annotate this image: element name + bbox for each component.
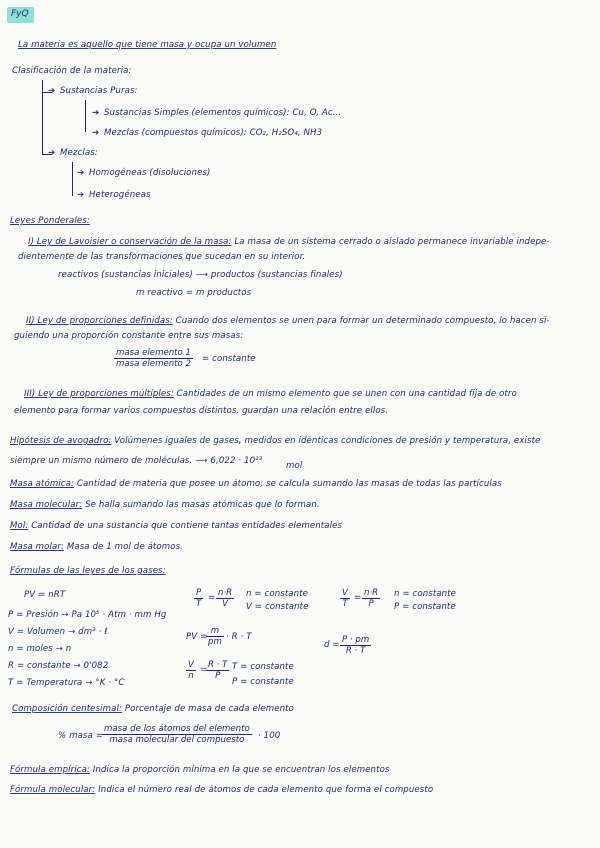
law3-label: III) Ley de proporciones múltiples: xyxy=(24,389,174,399)
gas-f3-rhs: · R · T xyxy=(226,632,252,642)
gas-f1-c2: V = constante xyxy=(246,602,309,612)
composicion-num: masa de los átomos del elemento xyxy=(104,724,250,734)
law1-equation: reactivos (sustancias iniciales) ⟶ productos (sustancias finales) xyxy=(58,270,343,280)
homogeneous: Homogéneas (disoluciones) xyxy=(89,168,211,178)
avogadro-unit: mol xyxy=(286,461,303,471)
composicion-rhs: · 100 xyxy=(258,731,281,741)
mol-label: Mol: xyxy=(10,521,29,531)
leyes-title: Leyes Ponderales: xyxy=(10,216,90,226)
law2-text-a: Cuando dos elementos se unen para formar un determinado compuesto, lo hacen si- xyxy=(175,316,550,326)
masa-molecular-text: Se halla sumando las masas atómicas que lo forman. xyxy=(85,500,320,510)
gas-f5-rhs xyxy=(206,660,229,681)
gas-f2-rhs-num: n·R xyxy=(364,588,379,598)
avogadro-label: Hipótesis de avogadro: xyxy=(10,436,112,446)
composicion-text: Porcentaje de masa de cada elemento xyxy=(124,704,294,714)
arrow-icon: ➔ xyxy=(77,168,85,178)
gas-f3-lhs: PV = xyxy=(186,632,208,642)
gas-f2-lhs xyxy=(340,588,350,609)
gas-f5-den: n xyxy=(188,671,194,681)
law2-numerator: masa elemento 1 xyxy=(116,348,192,358)
law1-text-a: La masa de un sistema cerrado o aislado permanece invariable indepe- xyxy=(234,237,550,247)
gas-f4-num: P · pm xyxy=(342,635,370,645)
gas-t-def: T = Temperatura → °K · °C xyxy=(8,678,125,688)
gas-f1-rhs-num: n·R xyxy=(218,588,233,598)
gas-f2-c2: P = constante xyxy=(394,602,456,612)
law2-denominator: masa elemento 2 xyxy=(116,359,192,369)
gas-f5-lhs xyxy=(186,660,196,681)
law1-mass-productos: = m productos xyxy=(185,288,252,298)
molecular-text: Indica el número real de átomos de cada elemento que forma el compuesto xyxy=(98,785,434,795)
gas-f5-rhs-num: R · T xyxy=(208,660,228,670)
equals-sign: = xyxy=(354,593,362,603)
gas-f1-den: T xyxy=(196,599,202,609)
page-tag-label: FyQ xyxy=(11,9,29,19)
masa-molar-label: Masa molar: xyxy=(10,542,64,552)
gas-f2-c1: n = constante xyxy=(394,589,457,599)
law3-text-b: elemento para formar varios compuestos distintos, guardan una relación entre ellos. xyxy=(14,406,389,416)
tree-line-pure xyxy=(85,100,86,132)
gas-f1-lhs xyxy=(194,588,203,609)
gas-f2-rhs xyxy=(362,588,380,609)
gas-f2-rhs-den: P xyxy=(368,599,374,609)
gas-f5-c1: T = constante xyxy=(232,662,294,672)
molecular-label: Fórmula molecular: xyxy=(10,785,96,795)
gas-v-def: V = Volumen → dm³ · ℓ xyxy=(8,627,108,637)
arrow-icon: ➔ xyxy=(48,86,56,96)
masa-atomica-label: Masa atómica: xyxy=(10,479,74,489)
empirica-text: Indica la proporción mínima en la que se encuentran los elementos xyxy=(92,765,390,775)
law3-text-a: Cantidades de un mismo elemento que se unen con una cantidad fija de otro xyxy=(176,389,517,399)
equals-sign: = xyxy=(208,593,216,603)
masa-molar-text: Masa de 1 mol de átomos. xyxy=(66,542,183,552)
gas-f1-num: P xyxy=(194,588,203,599)
gas-pv-formula: PV = nRT xyxy=(24,590,66,600)
gas-f4-den: R · T xyxy=(345,646,366,656)
law2-text-b: guiendo una proporción constante entre sus masas: xyxy=(14,331,244,341)
gas-f5-rhs-den: P xyxy=(215,671,221,681)
composicion-den: masa molecular del compuesto xyxy=(109,735,245,745)
law2-rhs: = constante xyxy=(202,354,256,364)
gases-title: Fórmulas de las leyes de los gases: xyxy=(10,566,166,576)
mixtures: Mezclas: xyxy=(60,148,98,158)
composicion-label: Composición centesimal: xyxy=(12,704,122,714)
arrow-icon: ➔ xyxy=(92,128,100,138)
gas-f2-num: V xyxy=(342,588,348,598)
gas-f5-c2: P = constante xyxy=(232,677,294,687)
gas-f1-c1: n = constante xyxy=(246,589,309,599)
gas-f4-lhs: d = xyxy=(324,640,340,650)
gas-f4-frac xyxy=(340,635,371,656)
page-tag xyxy=(7,7,34,23)
gas-f5-num: V xyxy=(188,660,194,670)
masa-molecular-label: Masa molecular: xyxy=(10,500,83,510)
gas-f3-frac xyxy=(206,626,224,647)
simple-substances: Sustancias Simples (elementos químicos): Cu, O, Ac... xyxy=(104,108,342,118)
law1-label: I) Ley de Lavoisier o conservación de la masa: xyxy=(28,237,232,247)
gas-f2-den: T xyxy=(342,599,348,609)
materia-definition: La materia es aquello que tiene masa y ocupa un volumen xyxy=(18,40,277,50)
law2-fraction xyxy=(114,348,193,369)
composicion-frac xyxy=(102,724,252,745)
compounds: Mezclas (compuestos químicos): CO₂, H₂SO₄, NH3 xyxy=(104,128,323,138)
law2-label: II) Ley de proporciones definidas: xyxy=(26,316,173,326)
gas-r-def: R = constante → 0'082 xyxy=(8,661,109,671)
classification-title: Clasificación de la materia: xyxy=(12,66,132,76)
gas-f1-rhs-den: V xyxy=(222,599,229,609)
gas-n-def: n = moles → n xyxy=(8,644,72,654)
arrow-icon: ➔ xyxy=(92,108,100,118)
avogadro-text-b: siempre un mismo número de moléculas. ⟶ 6,022 · 10²³ xyxy=(10,456,263,466)
empirica-label: Fórmula empírica: xyxy=(10,765,90,775)
avogadro-text-a: Volúmenes iguales de gases, medidos en idénticas condiciones de presión y temperatura, existe xyxy=(114,436,541,446)
heterogeneous: Heterogéneas xyxy=(89,190,151,200)
composicion-lhs: % masa = xyxy=(58,731,104,741)
arrow-icon: ➔ xyxy=(77,190,85,200)
masa-atomica-text: Cantidad de materia que posee un átomo; se calcula sumando las masas de todas las partículas xyxy=(76,479,502,489)
equals-sign: = xyxy=(200,665,208,675)
gas-p-def: P = Presión → Pa 10⁵ · Atm · mm Hg xyxy=(8,610,167,620)
tree-line-mixtures xyxy=(72,162,73,196)
gas-f3-den: pm xyxy=(208,637,222,647)
gas-f1-rhs xyxy=(216,588,234,609)
mol-text: Cantidad de una sustancia que contiene tantas entidades elementales xyxy=(31,521,343,531)
law1-text-b: dientemente de las transformaciones que sucedan en su interior. xyxy=(18,252,306,262)
arrow-icon: ➔ xyxy=(48,148,56,158)
law1-mass-reactivo: m reactivo xyxy=(136,288,184,298)
pure-substances: Sustancias Puras: xyxy=(60,86,138,96)
gas-f3-num: m xyxy=(206,626,224,637)
